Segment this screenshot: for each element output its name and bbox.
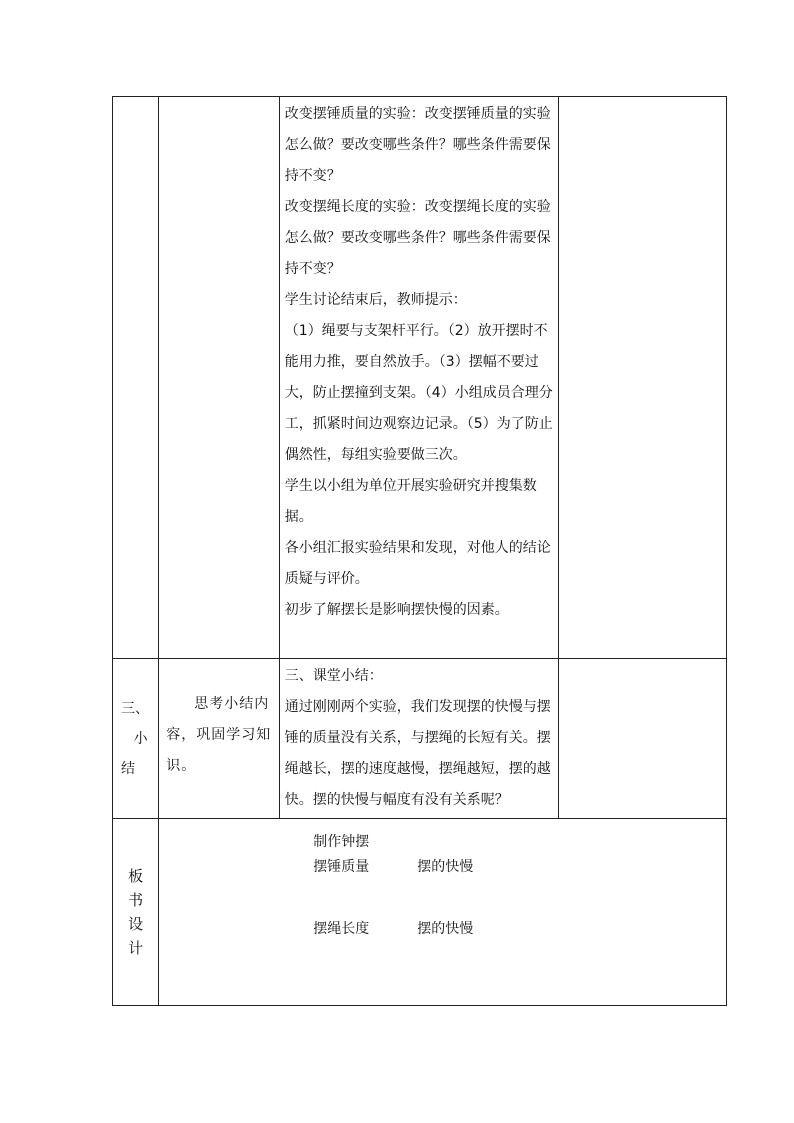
stage-char-1: 小 bbox=[133, 730, 148, 747]
paragraph-teacher-tips-intro: 学生讨论结束后，教师提示： bbox=[284, 292, 467, 308]
stage-char-2: 结 bbox=[121, 760, 135, 777]
student-activity-text: 思考小结内容，巩固学习知识。 bbox=[166, 696, 272, 774]
board-row-left: 摆锤质量 bbox=[313, 859, 370, 875]
board-label-char: 板 bbox=[128, 867, 144, 885]
paragraph-group-report: 各小组汇报实验结果和发现，对他人的结论质疑与评价。 bbox=[284, 540, 551, 587]
board-row-right: 摆的快慢 bbox=[417, 859, 474, 875]
summary-text: 通过刚刚两个实验，我们发现摆的快慢与摆锤的质量没有关系，与摆绳的长短有关。摆绳越长，摆的速度越慢，摆绳越短，摆的越快。摆的快慢与幅度有没有关系呢？ bbox=[284, 699, 551, 808]
board-design-content bbox=[159, 819, 727, 1006]
paragraph-teacher-tips: （1）绳要与支架杆平行。（2）放开摆时不能用力推，要自然放手。（3）摆幅不要过大，防止摆撞到支架。（4）小组成员合理分工，抓紧时间边观察边记录。（5）为了防止偶然性，每组实验要做三次。 bbox=[284, 323, 553, 463]
lesson-plan-table bbox=[112, 96, 727, 1006]
board-design-row bbox=[113, 819, 727, 1006]
summary-heading: 三、课堂小结： bbox=[284, 668, 383, 684]
paragraph-mass-experiment: 改变摆锤质量的实验：改变摆锤质量的实验怎么做？要改变哪些条件？哪些条件需要保持不变？ bbox=[284, 106, 551, 184]
board-row-mass bbox=[313, 852, 473, 883]
stage-cell-empty bbox=[113, 97, 159, 659]
stage-label-summary bbox=[113, 659, 159, 819]
summary-row bbox=[113, 659, 727, 819]
paragraph-group-research: 学生以小组为单位开展实验研究并搜集数据。 bbox=[284, 478, 537, 525]
board-design-label bbox=[113, 819, 159, 1006]
student-activity-cell bbox=[159, 659, 280, 819]
activity-cell-empty bbox=[159, 97, 280, 659]
board-label-char: 计 bbox=[128, 939, 144, 957]
experiment-row bbox=[113, 97, 727, 659]
notes-cell-empty bbox=[559, 97, 727, 659]
board-row-length bbox=[313, 914, 473, 945]
summary-content-cell bbox=[279, 659, 558, 819]
board-row-left: 摆绳长度 bbox=[313, 921, 370, 937]
board-label-char: 书 bbox=[128, 891, 144, 909]
paragraph-conclusion: 初步了解摆长是影响摆快慢的因素。 bbox=[284, 602, 509, 618]
board-title: 制作钟摆 bbox=[313, 834, 370, 850]
paragraph-length-experiment: 改变摆绳长度的实验：改变摆绳长度的实验怎么做？要改变哪些条件？哪些条件需要保持不变？ bbox=[284, 199, 551, 277]
stage-number: 三、 bbox=[121, 700, 149, 717]
notes-cell-empty bbox=[559, 659, 727, 819]
experiment-content-cell bbox=[279, 97, 558, 659]
board-row-right: 摆的快慢 bbox=[417, 921, 474, 937]
board-label-char: 设 bbox=[128, 915, 144, 933]
